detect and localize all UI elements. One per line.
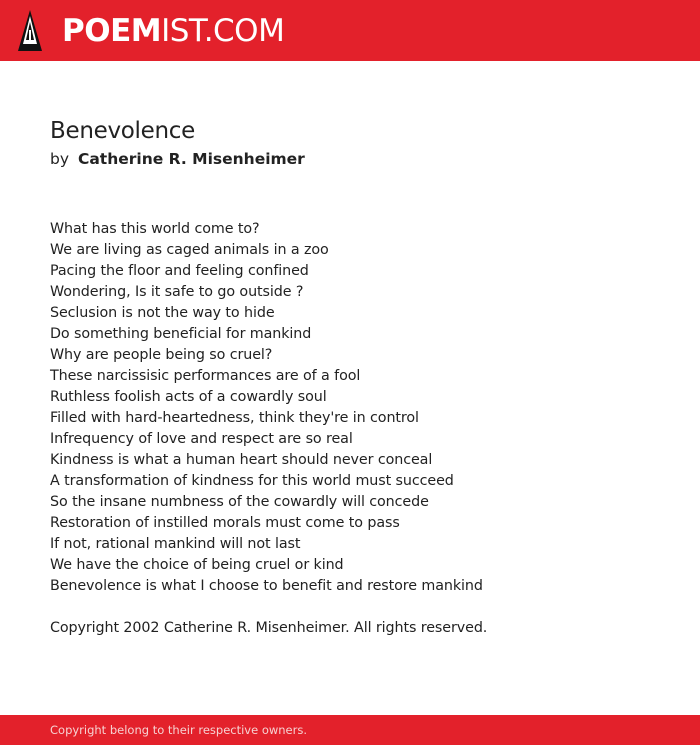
poem-line: So the insane numbness of the cowardly will concede [50, 494, 429, 510]
poem-title: Benevolence [50, 118, 195, 144]
poem-line: Why are people being so cruel? [50, 347, 273, 363]
fountain-pen-nib-icon[interactable] [18, 10, 42, 51]
poem-line: We have the choice of being cruel or kind [50, 557, 344, 573]
poem-line: Seclusion is not the way to hide [50, 305, 275, 321]
poem-line: Wondering, Is it safe to go outside ? [50, 284, 304, 300]
site-logo-link[interactable] [62, 12, 284, 50]
poem-line: Kindness is what a human heart should never conceal [50, 452, 433, 468]
poem-line: Pacing the floor and feeling confined [50, 263, 309, 279]
poem-body [50, 219, 670, 597]
poem-line: Ruthless foolish acts of a cowardly soul [50, 389, 327, 405]
logo-light-text: IST.COM [161, 13, 285, 49]
site-header [0, 0, 700, 61]
poem-line: What has this world come to? [50, 221, 260, 237]
poem-line: Restoration of instilled morals must come to pass [50, 515, 400, 531]
site-footer [0, 715, 700, 745]
poem-line: Infrequency of love and respect are so real [50, 431, 353, 447]
poem-line: Do something beneficial for mankind [50, 326, 312, 342]
by-label: by [50, 150, 70, 168]
poem-copyright: Copyright 2002 Catherine R. Misenheimer. All rights reserved. [50, 620, 488, 636]
poem-line: Filled with hard-heartedness, think they're in control [50, 410, 419, 426]
poem-line: Benevolence is what I choose to benefit and restore mankind [50, 578, 483, 594]
poem-line: These narcissisic performances are of a fool [50, 368, 361, 384]
byline [50, 149, 305, 169]
logo-bold-text: POEM [62, 13, 162, 49]
footer-copyright: Copyright belong to their respective owners. [50, 723, 308, 737]
poem-line: A transformation of kindness for this world must succeed [50, 473, 454, 489]
author-name: Catherine R. Misenheimer [77, 150, 305, 168]
poem-line: We are living as caged animals in a zoo [50, 242, 329, 258]
poem-line: If not, rational mankind will not last [50, 536, 301, 552]
